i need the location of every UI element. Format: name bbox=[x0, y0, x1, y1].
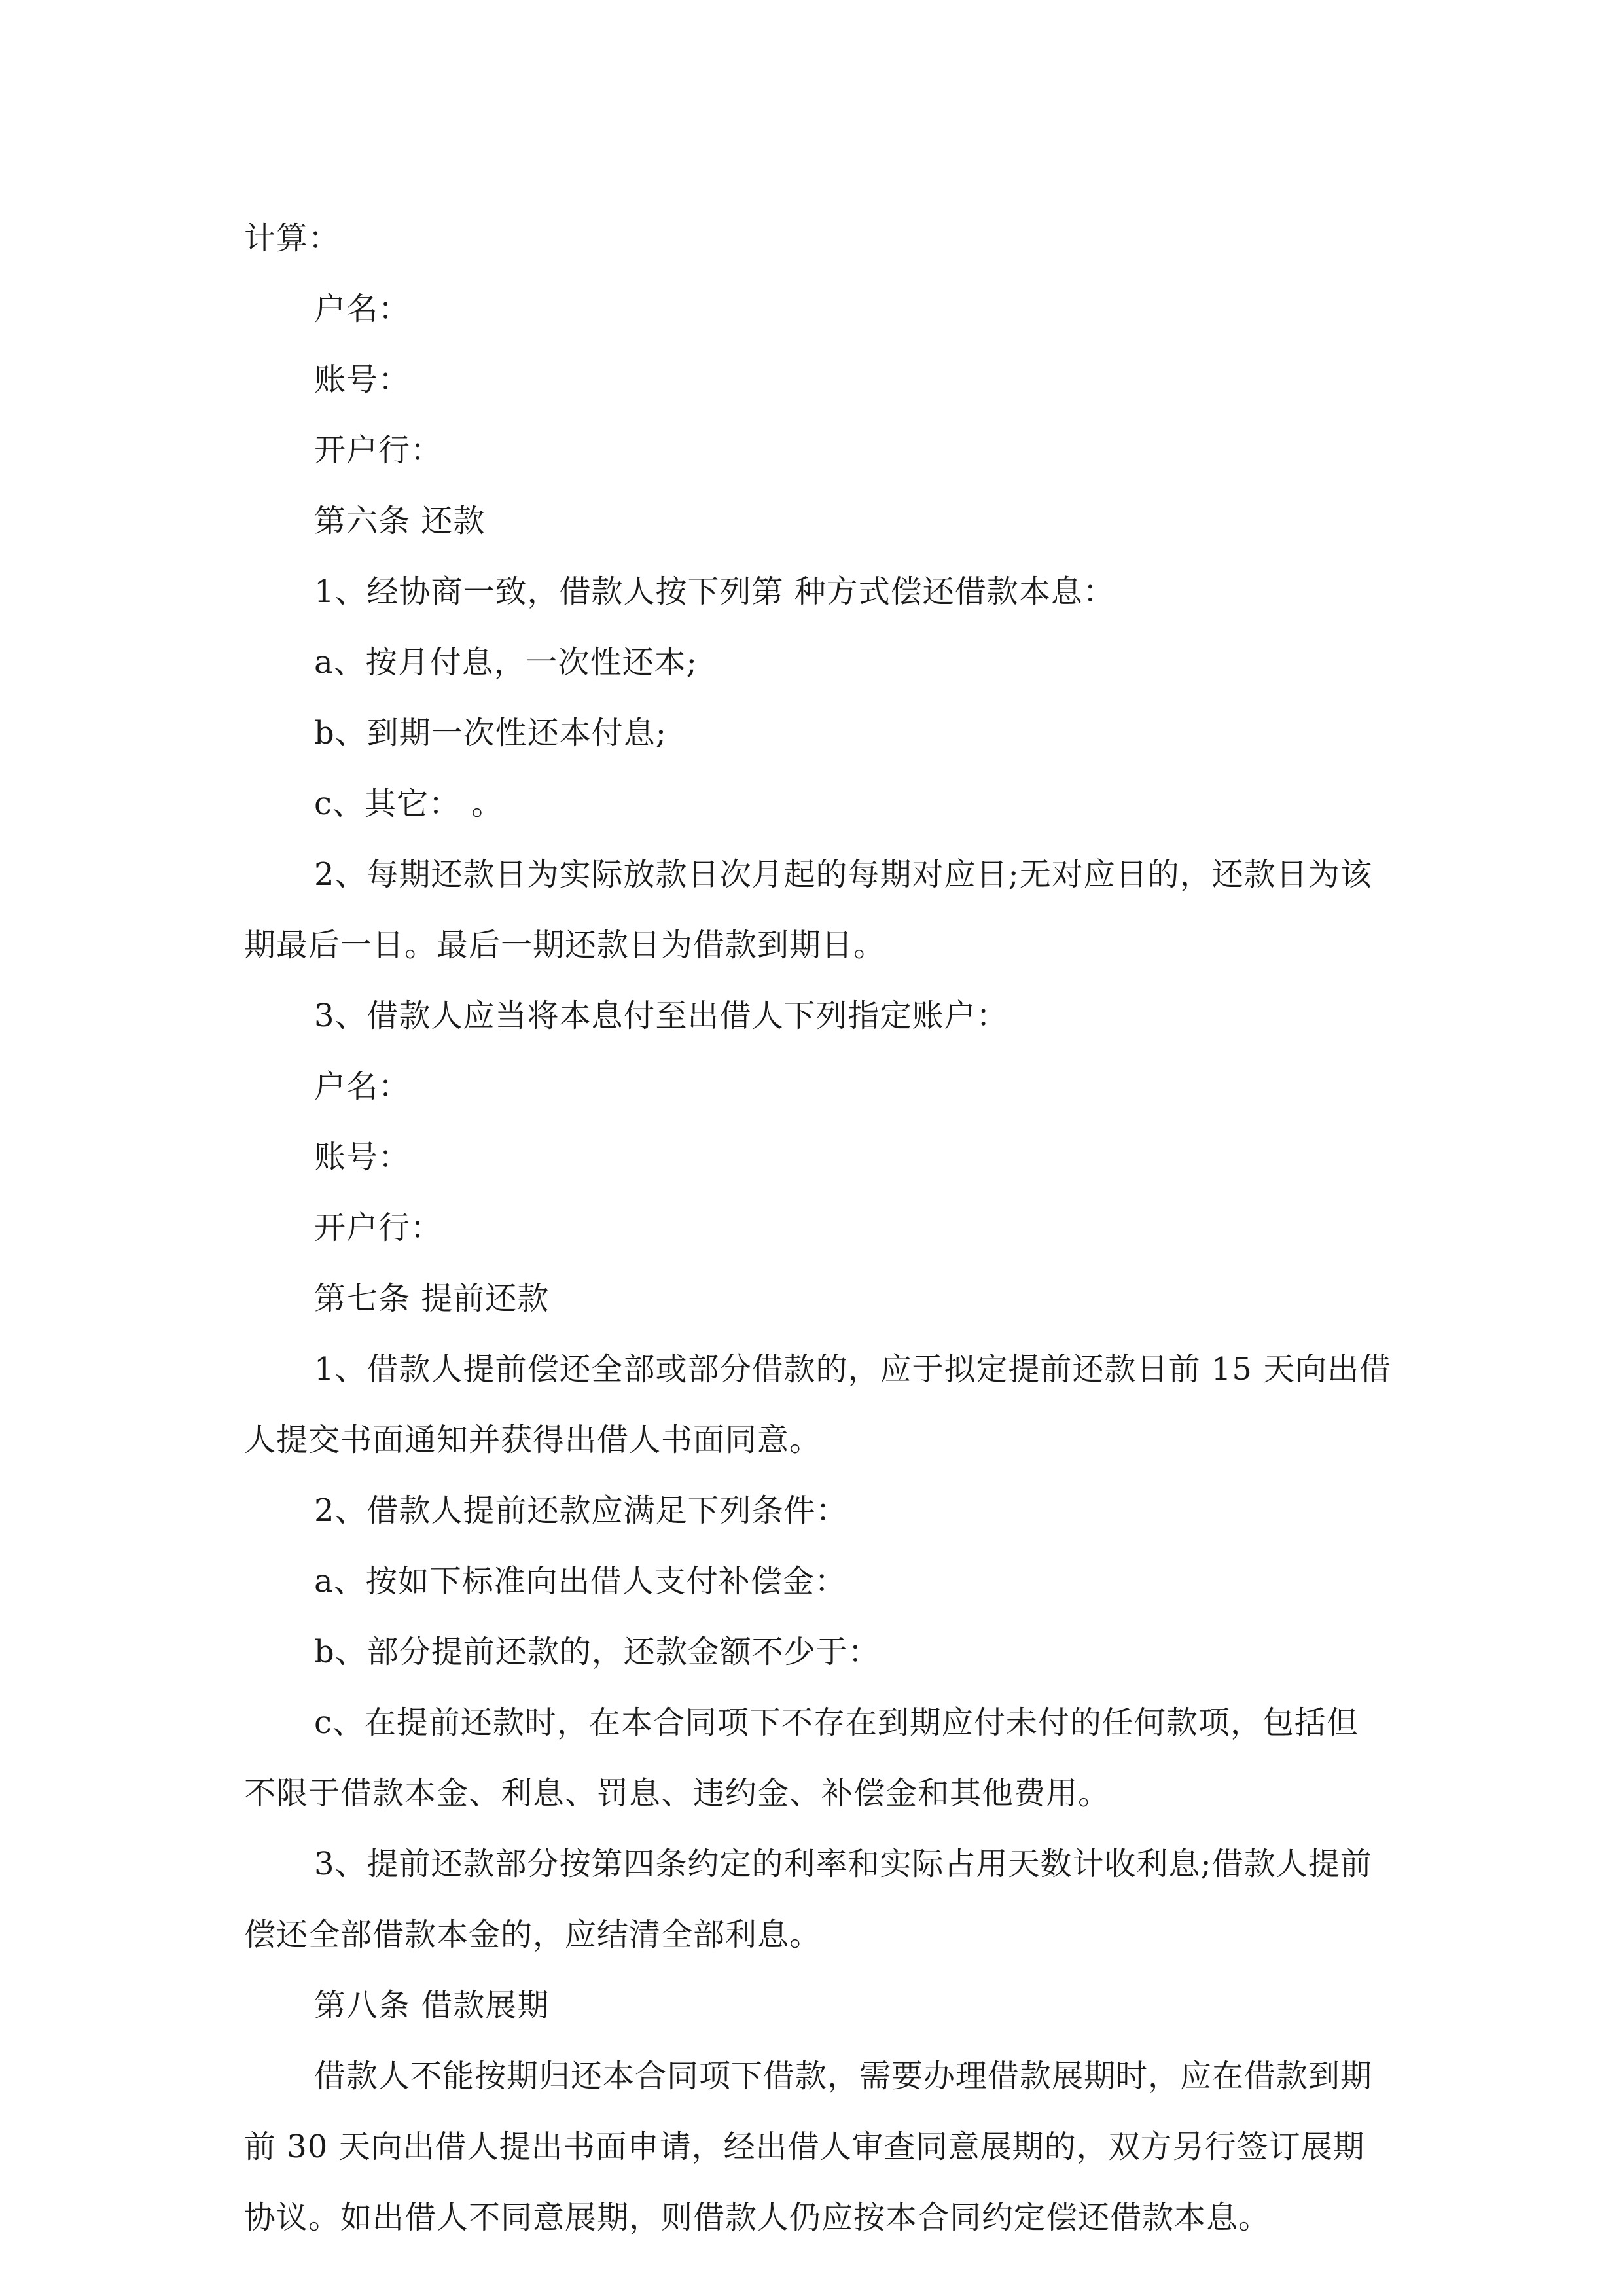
list-item: b、到期一次性还本付息; bbox=[314, 715, 667, 751]
paragraph-line: 2、每期还款日为实际放款日次月起的每期对应日;无对应日的，还款日为该 bbox=[314, 856, 1372, 893]
text-line: 计算： bbox=[244, 220, 341, 257]
paragraph-line: 偿还全部借款本金的，应结清全部利息。 bbox=[244, 1916, 822, 1953]
list-item: c、其它： 。 bbox=[314, 785, 504, 822]
paragraph-line: 期最后一日。最后一期还款日为借款到期日。 bbox=[244, 927, 886, 963]
document-page bbox=[244, 203, 1392, 2253]
paragraph-line: 2、借款人提前还款应满足下列条件： bbox=[314, 1492, 848, 1529]
paragraph-line: 协议。如出借人不同意展期，则借款人仍应按本合同约定偿还借款本息。 bbox=[244, 2199, 1271, 2236]
list-item: a、按月付息，一次性还本; bbox=[314, 644, 698, 681]
article-heading: 第八条 借款展期 bbox=[314, 1987, 550, 2024]
paragraph-line: 不限于借款本金、利息、罚息、违约金、补偿金和其他费用。 bbox=[244, 1775, 1111, 1812]
list-item: a、按如下标准向出借人支付补偿金： bbox=[314, 1563, 847, 1600]
field-bank: 开户行： bbox=[314, 432, 443, 469]
article-heading: 第七条 提前还款 bbox=[314, 1280, 550, 1317]
article-heading: 第六条 还款 bbox=[314, 503, 486, 539]
paragraph-line: 3、借款人应当将本息付至出借人下列指定账户： bbox=[314, 997, 1008, 1034]
paragraph-line: 前 30 天向出借人提出书面申请，经出借人审查同意展期的，双方另行签订展期 bbox=[244, 2128, 1365, 2165]
field-account-name: 户名： bbox=[314, 1068, 411, 1105]
paragraph-line: 借款人不能按期归还本合同项下借款，需要办理借款展期时，应在借款到期 bbox=[314, 2058, 1373, 2094]
list-item: c、在提前还款时，在本合同项下不存在到期应付未付的任何款项，包括但 bbox=[314, 1704, 1359, 1741]
paragraph-line: 1、借款人提前偿还全部或部分借款的，应于拟定提前还款日前 15 天向出借 bbox=[314, 1351, 1392, 1388]
field-account-number: 账号： bbox=[314, 361, 411, 398]
paragraph-line: 人提交书面通知并获得出借人书面同意。 bbox=[244, 1422, 822, 1458]
list-item: b、部分提前还款的，还款金额不少于： bbox=[314, 1634, 880, 1670]
field-account-name: 户名： bbox=[314, 291, 411, 327]
paragraph-line: 1、经协商一致，借款人按下列第 种方式偿还借款本息： bbox=[314, 573, 1115, 610]
field-bank: 开户行： bbox=[314, 1210, 443, 1246]
field-account-number: 账号： bbox=[314, 1139, 411, 1175]
paragraph-line: 3、提前还款部分按第四条约定的利率和实际占用天数计收利息;借款人提前 bbox=[314, 1846, 1372, 1882]
